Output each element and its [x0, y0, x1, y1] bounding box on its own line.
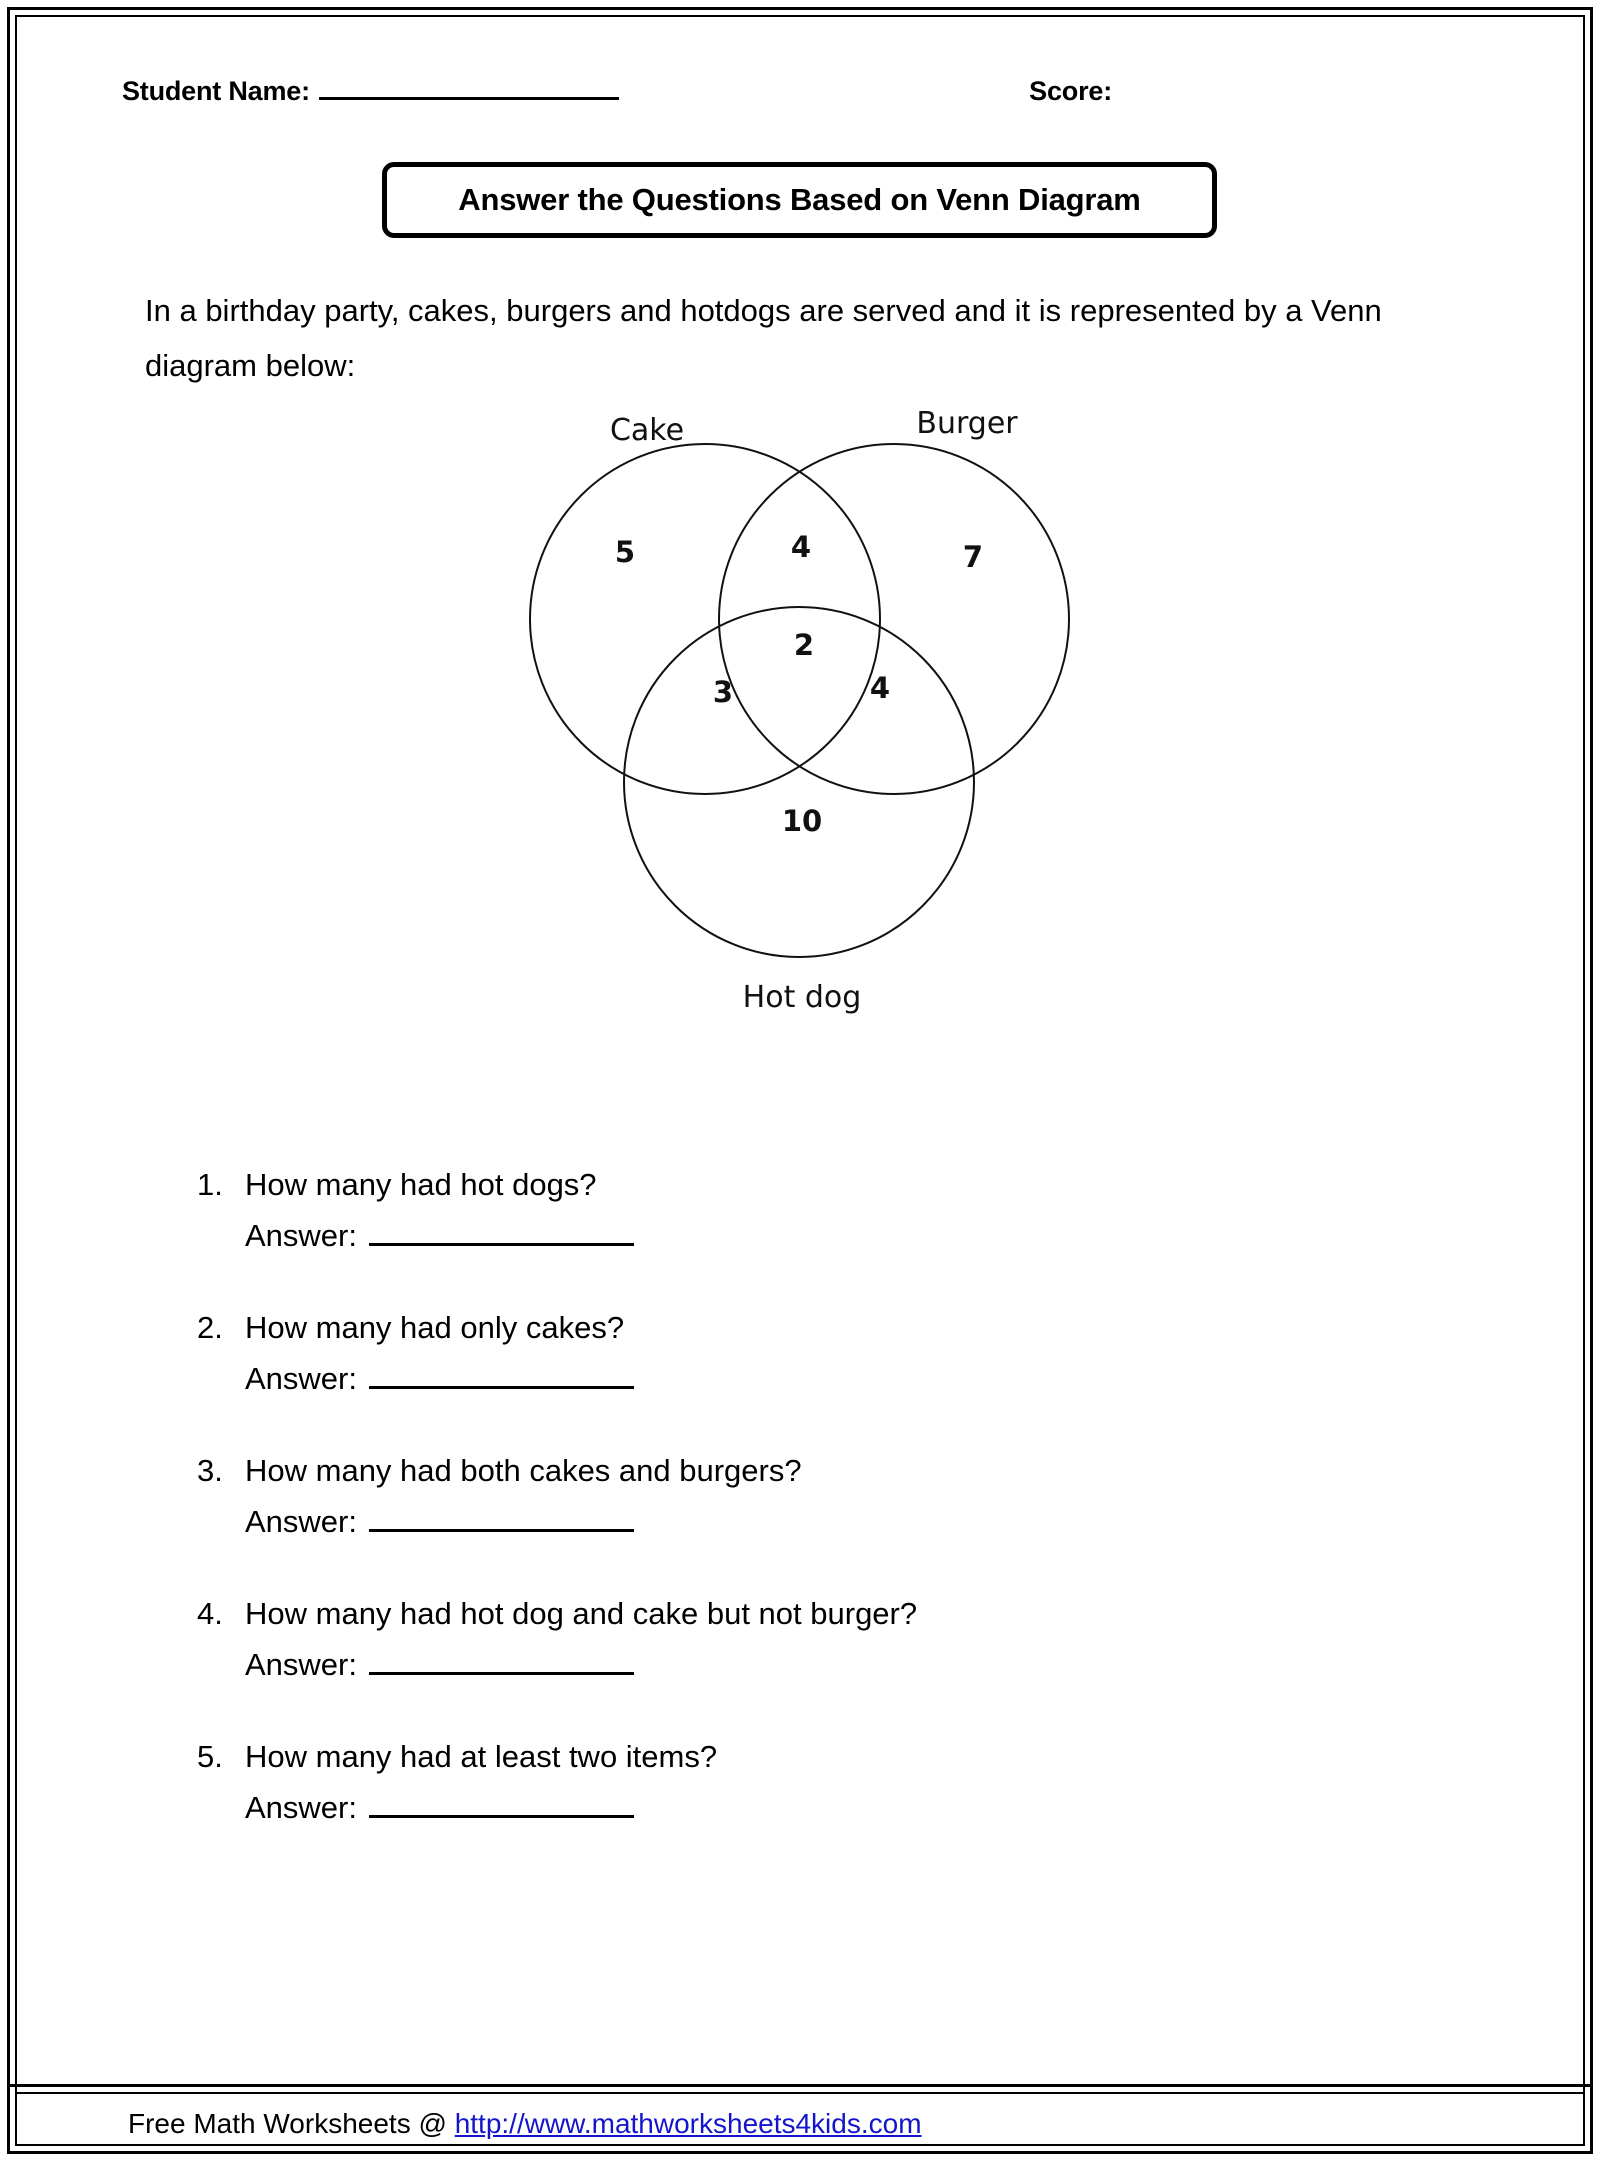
- score-label: Score:: [1029, 76, 1112, 106]
- venn-count-cake-only: 5: [614, 535, 636, 569]
- student-name-group: [122, 75, 619, 107]
- answer-line: [197, 1361, 1497, 1397]
- question-text: How many had both cakes and burgers?: [245, 1453, 802, 1488]
- footer-link[interactable]: http://www.mathworksheets4kids.com: [454, 2108, 922, 2139]
- question-line: [197, 1162, 1497, 1208]
- venn-count-all-three: 2: [793, 628, 815, 662]
- worksheet-header: [122, 75, 1192, 115]
- question-text: How many had at least two items?: [245, 1739, 718, 1774]
- question-line: [197, 1305, 1497, 1351]
- answer-label: Answer:: [245, 1504, 357, 1539]
- venn-circle-burger: [719, 444, 1069, 794]
- venn-circle-cake: [530, 444, 880, 794]
- question-line: [197, 1734, 1497, 1780]
- question-text: How many had only cakes?: [245, 1310, 625, 1345]
- venn-count-hotdog-only: 10: [781, 804, 823, 838]
- answer-line: [197, 1647, 1497, 1683]
- venn-count-cake-hotdog: 3: [712, 675, 734, 709]
- answer-input[interactable]: [369, 1648, 634, 1675]
- student-name-input[interactable]: [319, 75, 619, 100]
- venn-label-cake: Cake: [609, 413, 685, 448]
- question-line: [197, 1448, 1497, 1494]
- question-item: [197, 1305, 1497, 1397]
- worksheet-sheet: [17, 17, 1583, 2144]
- question-number: 5.: [197, 1739, 223, 1774]
- answer-line: [197, 1504, 1497, 1540]
- question-item: [197, 1448, 1497, 1540]
- student-name-label: Student Name:: [122, 76, 310, 106]
- venn-count-burger-hotdog: 4: [869, 671, 891, 705]
- question-item: [197, 1591, 1497, 1683]
- venn-diagram: [457, 407, 1157, 1127]
- question-number: 3.: [197, 1453, 223, 1488]
- venn-label-burger: Burger: [916, 407, 1018, 441]
- question-item: [197, 1734, 1497, 1826]
- footer: [128, 2108, 922, 2140]
- question-number: 4.: [197, 1596, 223, 1631]
- venn-label-hotdog: Hot dog: [742, 980, 862, 1015]
- footer-rule-outer: [7, 2084, 1593, 2087]
- venn-count-burger-only: 7: [962, 540, 984, 574]
- intro-paragraph: In a birthday party, cakes, burgers and hotdogs are served and it is represented by a Venn diagram below:: [145, 293, 1382, 383]
- question-number: 1.: [197, 1167, 223, 1202]
- answer-label: Answer:: [245, 1361, 357, 1396]
- footer-rule-inner: [15, 2092, 1585, 2094]
- question-item: [197, 1162, 1497, 1254]
- answer-label: Answer:: [245, 1218, 357, 1253]
- venn-count-cake-burger: 4: [790, 530, 812, 564]
- footer-text: Free Math Worksheets @: [128, 2108, 455, 2139]
- questions-list: [197, 1162, 1497, 1877]
- answer-input[interactable]: [369, 1505, 634, 1532]
- answer-input[interactable]: [369, 1362, 634, 1389]
- question-text: How many had hot dogs?: [245, 1167, 597, 1202]
- answer-label: Answer:: [245, 1647, 357, 1682]
- question-number: 2.: [197, 1310, 223, 1345]
- answer-line: [197, 1218, 1497, 1254]
- answer-label: Answer:: [245, 1790, 357, 1825]
- page-title: Answer the Questions Based on Venn Diagram: [458, 182, 1141, 217]
- answer-line: [197, 1790, 1497, 1826]
- question-text: How many had hot dog and cake but not burger?: [245, 1596, 918, 1631]
- worksheet-title-box: [382, 162, 1217, 238]
- answer-input[interactable]: [369, 1219, 634, 1246]
- answer-input[interactable]: [369, 1791, 634, 1818]
- question-line: [197, 1591, 1497, 1637]
